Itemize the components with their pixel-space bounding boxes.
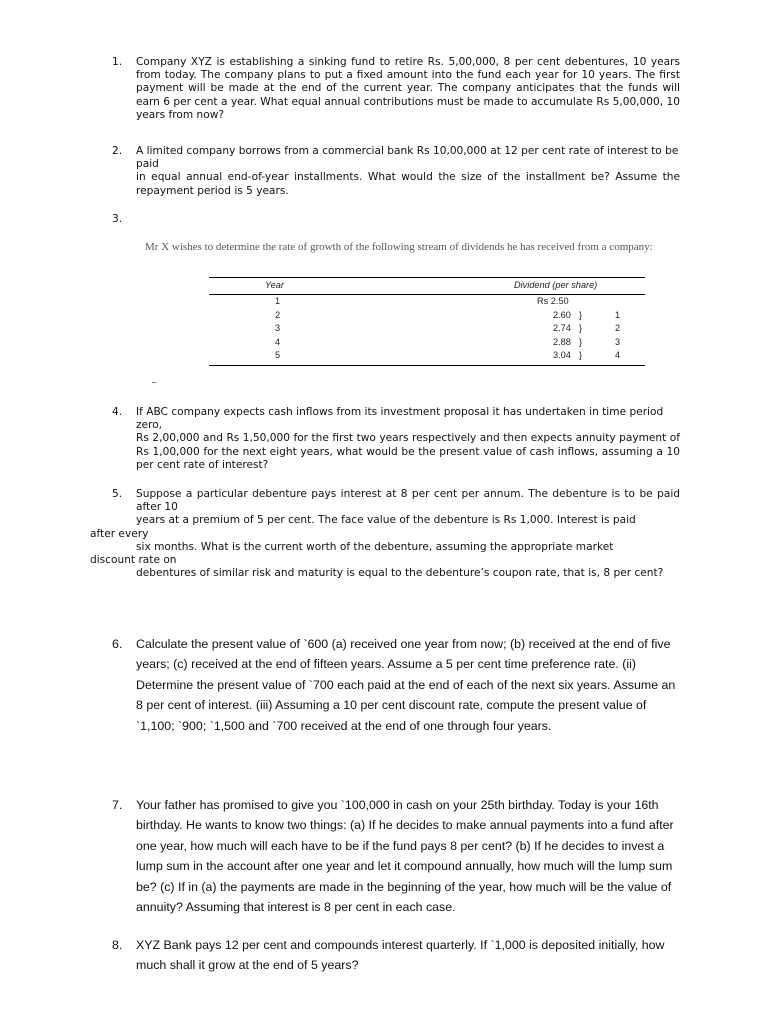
interval-number: 4 bbox=[615, 350, 621, 361]
question-text: If ABC company expects cash inflows from its investment proposal it has undertaken in time period zero, bbox=[136, 406, 664, 432]
table-row bbox=[209, 322, 645, 336]
dividend-table bbox=[209, 277, 645, 366]
interval-number: 2 bbox=[615, 323, 621, 334]
question-text: Calculate the present value of `600 (a) received one year from now; (b) received at the end of five years; (c) received at the end of fifteen years. Assume a 5 per cent time preference rate. (ii) Determine the present value of `700 each paid at the end of each of the next six years. Assume an 8 per cent of interest. (iii) Assuming a 10 per cent discount rate, compute the present value of `1,100; `900; `1,500 and `700 received at the end of one through four years. bbox=[136, 637, 676, 733]
dividend-cell: 3.04 bbox=[553, 350, 571, 361]
dividend-figure bbox=[145, 240, 715, 380]
table-header bbox=[209, 277, 645, 295]
question-text: Suppose a particular debenture pays interest at 8 per cent per annum. The debenture is to be paid after 10 bbox=[136, 488, 680, 514]
question-text: six months. What is the current worth of the debenture, assuming the appropriate market bbox=[136, 540, 614, 553]
question-text: after every bbox=[90, 527, 149, 540]
header-year: Year bbox=[265, 280, 284, 290]
dividend-cell: 2.60 bbox=[553, 309, 571, 320]
table-row bbox=[209, 349, 645, 363]
year-cell: 5 bbox=[275, 350, 281, 361]
question-number: 4. bbox=[112, 406, 123, 418]
question-number: 8. bbox=[112, 938, 123, 952]
year-cell: 2 bbox=[275, 309, 281, 320]
year-cell: 1 bbox=[275, 296, 281, 306]
year-cell: 3 bbox=[275, 323, 281, 334]
question-text: Rs 2,00,000 and Rs 1,50,000 for the first two years respectively and then expects annuity payment of Rs 1,00,000 for the next eight years, what would be the present value of cash inflows, assuming a 10 per cent rate of interest? bbox=[136, 432, 680, 471]
interval-number: 1 bbox=[615, 309, 621, 320]
bracket-mark: } bbox=[579, 323, 583, 334]
bracket-mark: } bbox=[579, 309, 583, 320]
question-number: 1. bbox=[112, 56, 123, 68]
dividend-cell: Rs 2.50 bbox=[537, 296, 569, 306]
table-row bbox=[209, 309, 645, 323]
dividend-cell: 2.74 bbox=[553, 323, 571, 334]
question-text: debentures of similar risk and maturity is equal to the debenture’s coupon rate, that is, 8 per cent? bbox=[136, 567, 664, 580]
question-text: Your father has promised to give you `100,000 in cash on your 25th birthday. Today is your 16th birthday. He wants to know two things: (a) If he decides to make annual payments into a fund after one year, how much will each have to be if the fund pays 8 per cent? (b) If he decides to invest a lump sum in the account after one year and let it compound annually, how much will the lump sum be? (c) If in (a) the payments are made in the beginning of the year, how much will be the value of annuity? Assuming that interest is 8 per cent in each case. bbox=[136, 798, 674, 915]
question-text: A limited company borrows from a commercial bank Rs 10,00,000 at 12 per cent rate of interest to be paid bbox=[136, 145, 679, 171]
question-number: 3. bbox=[112, 213, 123, 225]
question-text: Company XYZ is establishing a sinking fund to retire Rs. 5,00,000, 8 per cent debentures, 10 years from today. The company plans to put a fixed amount into the fund each year for 10 years. The first payment will be made at the end of the current year. The company anticipates that the funds will earn 6 per cent a year. What equal annual contributions must be made to accumulate Rs 5,00,000, 10 years from now? bbox=[136, 56, 680, 121]
question-text: XYZ Bank pays 12 per cent and compounds interest quarterly. If `1,000 is deposited initially, how much shall it grow at the end of 5 years? bbox=[136, 938, 665, 973]
question-text: in equal annual end-of-year installments. What would the size of the installment be? Assume the repayment period is 5 years. bbox=[136, 171, 680, 197]
table-row bbox=[209, 336, 645, 350]
interval-number: 3 bbox=[615, 336, 621, 347]
question-number: 7. bbox=[112, 798, 123, 812]
question-text: discount rate on bbox=[90, 554, 177, 567]
dividend-cell: 2.88 bbox=[553, 336, 571, 347]
table-body bbox=[209, 295, 645, 366]
bracket-mark: } bbox=[579, 350, 583, 361]
question-3-intro: Mr X wishes to determine the rate of growth of the following stream of dividends he has received from a company: bbox=[145, 241, 653, 253]
year-cell: 4 bbox=[275, 336, 281, 347]
question-text: years at a premium of 5 per cent. The face value of the debenture is Rs 1,000. Interest is paid bbox=[136, 514, 636, 527]
header-dividend: Dividend (per share) bbox=[514, 280, 598, 290]
bracket-mark: } bbox=[579, 336, 583, 347]
question-number: 2. bbox=[112, 145, 123, 157]
table-row bbox=[209, 295, 645, 309]
question-number: 6. bbox=[112, 637, 123, 651]
stray-mark bbox=[152, 382, 156, 383]
question-number: 5. bbox=[112, 488, 123, 500]
